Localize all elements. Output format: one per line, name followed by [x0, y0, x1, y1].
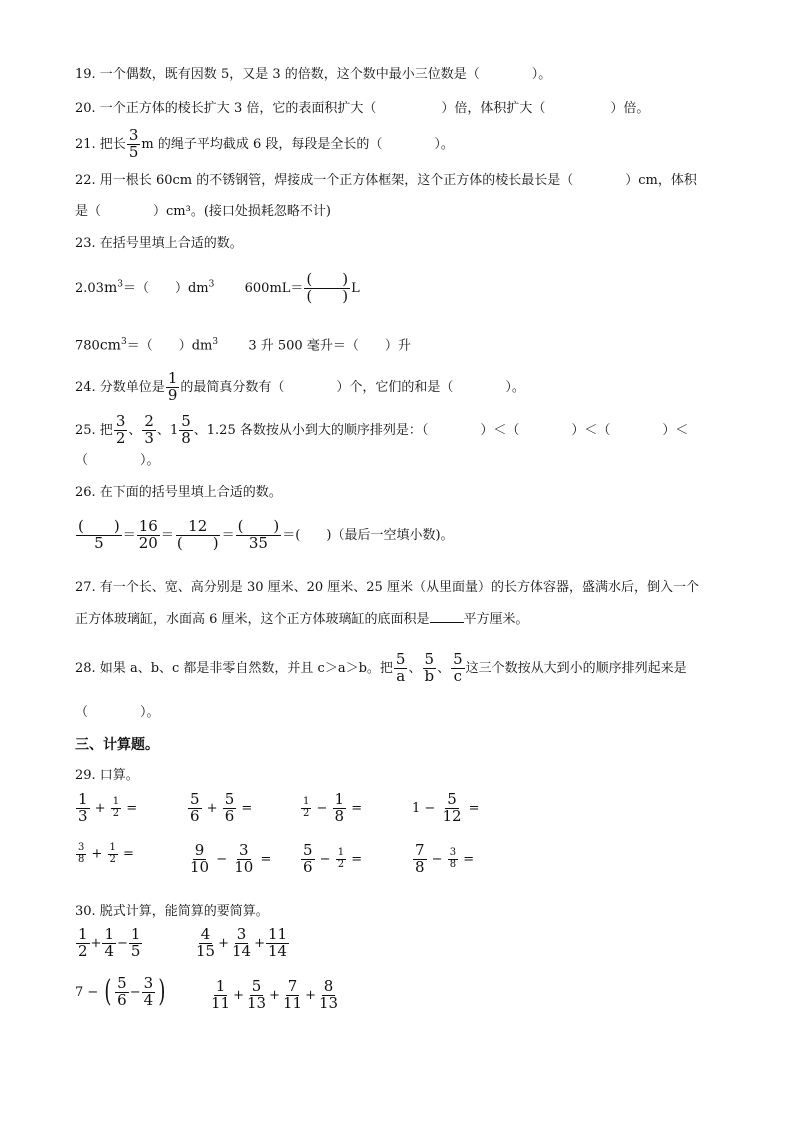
denominator: 4	[104, 941, 114, 960]
fraction	[317, 979, 340, 1012]
denominator: 8	[449, 858, 457, 870]
numerator: 5	[303, 841, 313, 859]
numerator: 7	[287, 977, 298, 995]
operator: −	[427, 851, 447, 867]
mental-math-item	[75, 792, 137, 825]
fraction	[209, 979, 232, 1012]
equals-sign: =	[347, 800, 363, 816]
question-30-title: 30. 脱式计算，能简算的要简算。	[75, 904, 269, 919]
denominator: 10	[190, 857, 210, 876]
fraction	[188, 792, 202, 825]
answer-blank[interactable]	[430, 610, 464, 623]
right-parenthesis: )	[158, 974, 166, 1010]
denominator: 2	[303, 807, 310, 819]
question-23-row-1: $2.03m^3=$（ ）$dm^3$ 600mL＝ $\frac{( )}{( )}$ L	[75, 270, 360, 305]
question-19	[75, 66, 551, 84]
fraction	[115, 976, 129, 1009]
expression-4	[208, 979, 341, 1012]
question-24: 24. 分数单位是 $\frac{1}{9}$ 的最简真分数有（ ）个，它们的和是（ ）。	[75, 369, 525, 404]
question-21-suffix: m 的绳子平均截成 6 段，每段是全长的（ ）。	[141, 136, 454, 152]
operator: +	[305, 987, 316, 1003]
equals-sign: =	[118, 846, 134, 862]
fraction	[108, 843, 118, 865]
denominator: 6	[224, 806, 235, 825]
denominator: 14	[232, 941, 252, 960]
section-heading: 三、计算题。	[75, 737, 159, 753]
denominator: 8	[78, 853, 85, 865]
fraction	[230, 927, 253, 960]
denominator: 3	[78, 806, 88, 825]
fraction: $\frac{5}{a}$	[395, 650, 406, 685]
question-26-title: 26. 在下面的括号里填上合适的数。	[75, 485, 282, 500]
fraction	[76, 792, 90, 825]
question-28-line-2: （ ）。	[75, 705, 160, 720]
fraction: $\frac{3}{5}$	[128, 126, 139, 161]
numerator: 5	[224, 790, 235, 808]
question-22-line-1: 22. 用一根长 60cm 的不锈钢管，焊接成一个正方体框架，这个正方体的棱长最长是（ ）cm，体积	[75, 173, 697, 188]
integer: 7 −	[75, 984, 103, 1000]
numerator: 1	[334, 790, 345, 808]
numerator: 3	[143, 974, 154, 992]
mental-math-item	[412, 843, 474, 876]
fraction-blank: $\frac{12}{( )}$	[176, 517, 219, 552]
equals-sign: =	[464, 800, 480, 816]
operator: +	[254, 935, 265, 951]
denominator: 8	[334, 806, 345, 825]
fraction	[301, 797, 311, 819]
equals-sign: =	[459, 851, 475, 867]
fraction	[142, 976, 156, 1009]
fraction	[336, 848, 346, 870]
operator: −	[129, 984, 141, 1000]
operator: +	[87, 846, 107, 862]
numerator: 1	[78, 925, 88, 943]
denominator: 4	[143, 990, 154, 1009]
denominator: 11	[283, 993, 303, 1012]
fraction-blank: $\frac{( )}{5}$	[78, 517, 120, 552]
fraction	[102, 927, 116, 960]
fraction	[76, 927, 90, 960]
numerator: 5	[117, 974, 127, 992]
mental-math-item	[300, 792, 362, 825]
question-26-equation: $\frac{( )}{5}$ ＝ $\frac{16}{20}$ ＝ $\frac{12}{( )}$ ＝ $\frac{( )}{35}$ ＝( )（最后一空填小数)。	[78, 517, 454, 552]
numerator: 11	[268, 925, 288, 943]
fraction-blank: $\frac{( )}{( )}$	[306, 270, 349, 305]
numerator: 1	[112, 796, 120, 808]
fraction: $\frac{5}{b}$	[424, 650, 435, 685]
fraction	[333, 792, 347, 825]
numerator: 1	[104, 925, 114, 943]
numerator: 3	[236, 925, 247, 943]
fraction: $\frac{1}{9}$	[167, 369, 178, 404]
equals-sign: =	[256, 851, 272, 867]
numerator: 1	[109, 842, 116, 853]
numerator: 3	[78, 842, 85, 853]
question-27-line-2: 正方体玻璃缸，水面高 6 厘米，这个正方体玻璃缸的底面积是 平方厘米。	[75, 612, 529, 627]
fraction	[413, 843, 427, 876]
operator: −	[315, 851, 335, 867]
question-23-title: 23. 在括号里填上合适的数。	[75, 236, 243, 251]
question-19-text: 19. 一个偶数，既有因数 5，又是 3 的倍数，这个数中最小三位数是（ ）。	[75, 67, 552, 82]
fraction	[223, 792, 237, 825]
denominator: 11	[211, 993, 231, 1012]
denominator: 13	[247, 993, 267, 1012]
fraction	[281, 979, 304, 1012]
mixed-fraction: $\frac{5}{8}$	[181, 412, 191, 447]
operator: −	[420, 800, 440, 816]
equals-sign: =	[347, 851, 363, 867]
fraction: $\frac{5}{c}$	[453, 650, 463, 685]
fraction: $\frac{16}{20}$	[138, 517, 158, 552]
numerator: 1	[130, 925, 141, 943]
operator: +	[90, 800, 110, 816]
operator: −	[312, 800, 332, 816]
numerator: 1	[303, 796, 310, 808]
numerator: 8	[323, 977, 334, 995]
denominator: 12	[442, 806, 462, 825]
denominator: 5	[130, 941, 141, 960]
expression-3	[75, 976, 168, 1009]
question-25-line-2: （ ）。	[75, 453, 160, 468]
numerator: 3	[449, 847, 457, 859]
mental-math-item	[187, 843, 271, 876]
numerator: 5	[251, 977, 262, 995]
equals-sign: =	[237, 800, 253, 816]
question-21-prefix: 21. 把长	[75, 136, 126, 152]
numerator: 7	[415, 841, 425, 859]
question-20-text: 20. 一个正方体的棱长扩大 3 倍，它的表面积扩大（ ）倍，体积扩大（ ）倍。	[75, 101, 650, 116]
question-27-line-1: 27. 有一个长、宽、高分别是 30 厘米、20 厘米、25 厘米（从里面量）的长方体容器，盛满水后，倒入一个	[75, 580, 699, 595]
numerator: 3	[239, 841, 249, 859]
fraction-blank: $\frac{( )}{35}$	[237, 517, 280, 552]
operator: +	[269, 987, 280, 1003]
mental-math-item	[187, 792, 252, 825]
fraction: $\frac{2}{3}$	[144, 412, 154, 447]
fraction	[301, 843, 315, 876]
numerator: 5	[190, 790, 200, 808]
expression-2	[193, 927, 290, 960]
question-22-line-2: 是（ ）cm³。(接口处损耗忽略不计)	[75, 204, 331, 219]
fraction	[111, 797, 121, 819]
numerator: 1	[215, 977, 226, 995]
left-parenthesis: (	[104, 974, 112, 1010]
fraction	[448, 848, 458, 870]
denominator: 2	[112, 807, 120, 819]
mental-math-item	[300, 843, 362, 876]
question-29-title: 29. 口算。	[75, 768, 139, 783]
mental-math-item	[412, 792, 480, 825]
fraction	[188, 843, 211, 876]
expression-1	[75, 927, 143, 960]
operator: +	[218, 935, 229, 951]
denominator: 6	[190, 806, 200, 825]
question-28: 28. 如果 a、b、c 都是非零自然数，并且 c＞a＞b。把 $\frac{5}{a}$ 、 $\frac{5}{b}$ 、 $\frac{5}{c}$ 这三个数按从大到小的顺序排列起来是	[75, 650, 687, 685]
integer: 1	[412, 800, 421, 816]
fraction	[440, 792, 463, 825]
denominator: 6	[117, 990, 127, 1009]
numerator: 1	[78, 790, 88, 808]
denominator: 15	[196, 941, 216, 960]
fraction	[194, 927, 217, 960]
fraction	[129, 927, 143, 960]
denominator: 14	[268, 941, 288, 960]
operator: +	[90, 935, 102, 951]
denominator: 2	[109, 853, 116, 865]
denominator: 13	[319, 993, 339, 1012]
operator: +	[233, 987, 244, 1003]
mental-math-item	[75, 843, 134, 865]
numerator: 4	[200, 925, 211, 943]
fraction	[76, 843, 86, 865]
denominator: 6	[303, 857, 313, 876]
equals-sign: =	[122, 800, 138, 816]
numerator: 9	[194, 841, 205, 859]
denominator: 10	[234, 857, 254, 876]
operator: −	[117, 935, 128, 951]
question-20	[75, 100, 649, 118]
denominator: 2	[78, 941, 88, 960]
operator: −	[212, 851, 232, 867]
question-23-row-2: $780cm^3=$（ ）$dm^3$ 3 升 500 毫升＝（ ）升	[75, 337, 411, 354]
denominator: 8	[415, 857, 425, 876]
fraction	[232, 843, 255, 876]
denominator: 2	[337, 858, 345, 870]
fraction	[266, 927, 289, 960]
fraction: $\frac{3}{2}$	[115, 412, 126, 447]
operator: +	[202, 800, 222, 816]
numerator: 5	[447, 790, 457, 808]
fraction	[245, 979, 268, 1012]
numerator: 1	[337, 847, 345, 859]
question-21	[75, 128, 454, 161]
question-25: 25. 把 $\frac{3}{2}$ 、 $\frac{2}{3}$ 、1 $\frac{5}{8}$ 、1.25 各数按从小到大的顺序排列是：（ ）＜（ ）＜（ ）＜	[75, 412, 689, 447]
